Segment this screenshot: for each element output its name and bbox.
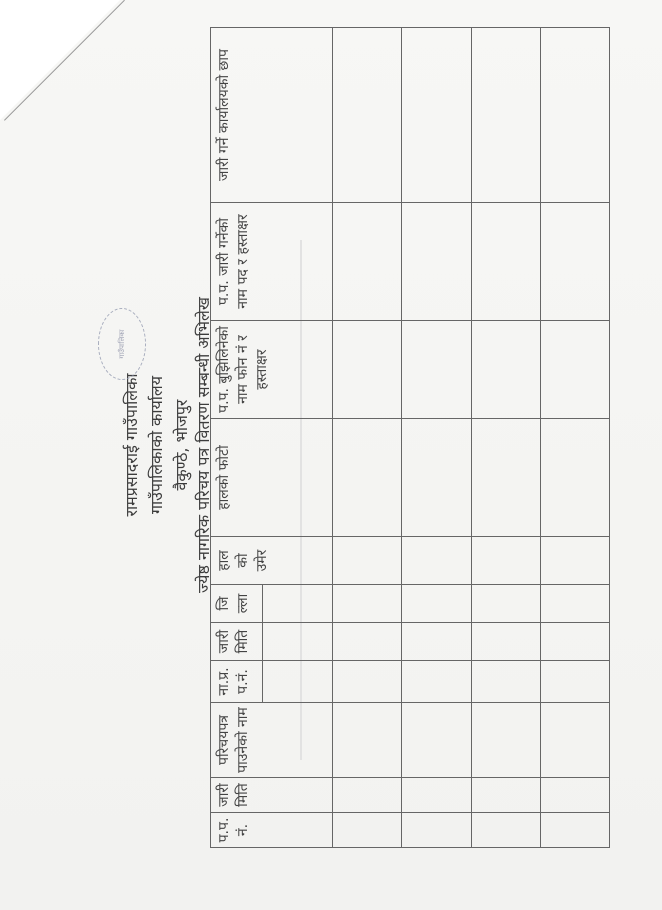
col-current-age: हाल को उमेर bbox=[211, 537, 333, 585]
page-title: ज्येष्ठ नागरिक परिचय पत्र वितरण सम्बन्धी अभिलेख bbox=[194, 297, 213, 593]
office-name: गाउँपालिकाको कार्यालय bbox=[147, 375, 166, 515]
table-row bbox=[540, 28, 609, 848]
office-seal: गाउँपालिका bbox=[98, 308, 146, 380]
col-office-stamp: जारी गर्ने कार्यालयको छाप bbox=[211, 28, 333, 203]
col-recipient-name: परिचयपत्र पाउनेको नाम bbox=[211, 703, 333, 778]
table-row bbox=[402, 28, 471, 848]
subcell bbox=[263, 623, 333, 661]
col-card-no: प.प. नं. bbox=[211, 813, 333, 848]
subcell bbox=[263, 661, 333, 703]
municipality-name: रामप्रसादराई गाउँपालिका bbox=[122, 373, 141, 517]
col-receiver-info: प.प. बुझिलिनेको नाम फोन नं र हस्ताक्षर bbox=[211, 321, 333, 419]
col-current-photo: हालको फोटो bbox=[211, 419, 333, 537]
record-table bbox=[210, 27, 610, 848]
table-row bbox=[471, 28, 540, 848]
col-issue-date: जारी मिति bbox=[211, 778, 333, 813]
subcell bbox=[263, 585, 333, 623]
col-district: जिल्ला bbox=[211, 585, 263, 623]
col-issuer-info: प.प. जारी गर्नेको नाम पद र हस्ताक्षर bbox=[211, 203, 333, 321]
table-row bbox=[333, 28, 402, 848]
header-row bbox=[211, 28, 263, 848]
col-cit-issue-date: जारी मिति bbox=[211, 623, 263, 661]
rotated-sheet bbox=[50, 10, 625, 880]
col-citizenship-no: ना.प्र. प.नं. bbox=[211, 661, 263, 703]
office-address: वैकुण्ठे, भोजपुर bbox=[172, 399, 191, 491]
